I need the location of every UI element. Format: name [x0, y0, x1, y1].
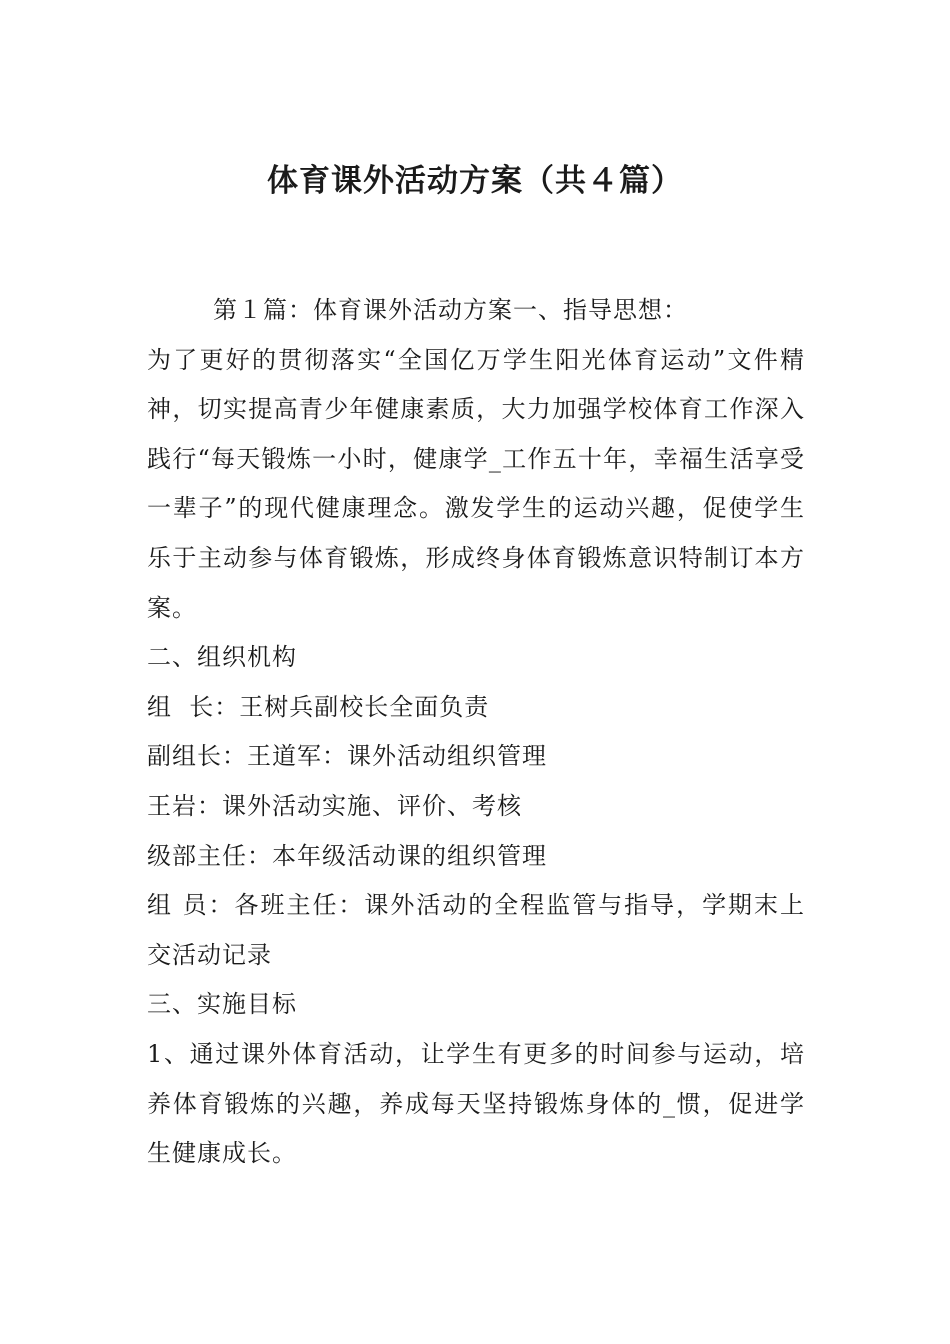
org-implementer: 王岩：课外活动实施、评价、考核 [147, 791, 522, 820]
document-title: 体育课外活动方案（共４篇） [267, 163, 683, 199]
org-deputy-leader: 副组长：王道军：课外活动组织管理 [147, 742, 547, 771]
paragraph-purpose: 为了更好的贯彻落实“全国亿万学生阳光体育运动”文件精神，切实提高青少年健康素质，大力加强学校体育工作深入践行“每天锻炼一小时，健康学_工作五十年，幸福生活享受一辈子”的现代健康理念。激发学生的运动兴趣，促使学生乐于主动参与体育锻炼，形成终身体育锻炼意识特制订本方案。 [147, 345, 805, 622]
section-heading-organization: 二、组织机构 [147, 643, 297, 672]
org-members: 组 员：各班主任：课外活动的全程监管与指导，学期末上交活动记录 [147, 891, 805, 969]
document-body [147, 286, 805, 1179]
org-leader: 组 长：王树兵副校长全面负责 [147, 692, 490, 721]
section-heading-goals: 三、实施目标 [147, 990, 297, 1019]
section-heading-guiding-thought: 第１篇：体育课外活动方案一、指导思想： [213, 296, 688, 324]
goal-item-1: 1、通过课外体育活动，让学生有更多的时间参与运动，培养体育锻炼的兴趣，养成每天坚持锻炼身体的_惯，促进学生健康成长。 [147, 1039, 805, 1168]
org-grade-director: 级部主任：本年级活动课的组织管理 [147, 841, 547, 870]
